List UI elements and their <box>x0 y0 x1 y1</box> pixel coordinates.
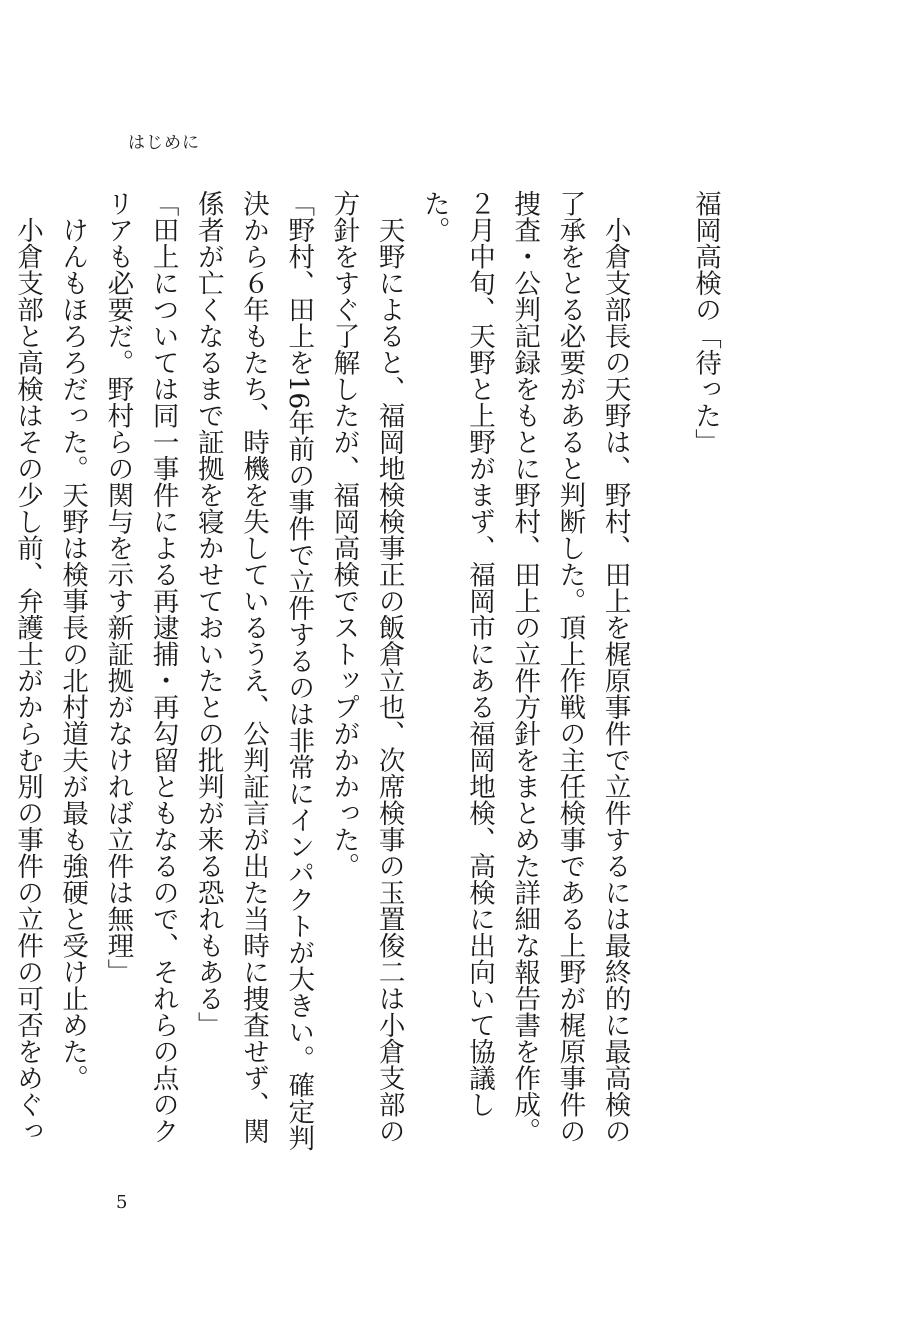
paragraph-2: 天野によると、福岡地検検事正の飯倉立也、次席検事の玉置俊二は小倉支部の方針をすぐ了解したが、福岡高検でストップがかかった。 <box>328 190 405 1144</box>
section-heading: 福岡高検の「待った」 <box>690 190 721 455</box>
paragraph-5: けんもほろろだった。天野は検事長の北村道夫が最も強硬と受け止めた。 <box>57 190 89 1091</box>
paragraph-4-quote: 「田上については同一事件による再逮捕・再勾留ともなるので、それらの点のクリアも必要だ。野村らの関与を示す新証拠がなければ立件は無理」 <box>102 190 179 1144</box>
body-text <box>11 190 728 1170</box>
running-head: はじめに <box>128 133 200 153</box>
paragraph-1: 小倉支部長の天野は、野村、田上を梶原事件で立件するには最終的に最高検の了承をとる必要があると判断した。頂上作戦の主任検事である上野が梶原事件の捜査・公判記録をもとに野村、田上の立件方針をまとめた詳細な報告書を作成。２月中旬、天野と上野がまず、福岡市にある福岡地検、高検に出向いて協議した。 <box>418 190 631 1144</box>
paragraph-3-quote: 「野村、田上を16年前の事件で立件するのは非常にインパクトが大きい。確定判決から６年もたち、時機を失しているうえ、公判証言が出た当時に捜査せず、関係者が亡くなるまで証拠を寝かせておいたとの批判が来る恐れもある」 <box>192 190 315 1152</box>
paragraph-6: 小倉支部と高検はその少し前、弁護士がからむ別の事件の立件の可否をめぐっ <box>11 216 43 1144</box>
page-number: 5 <box>116 1192 128 1213</box>
